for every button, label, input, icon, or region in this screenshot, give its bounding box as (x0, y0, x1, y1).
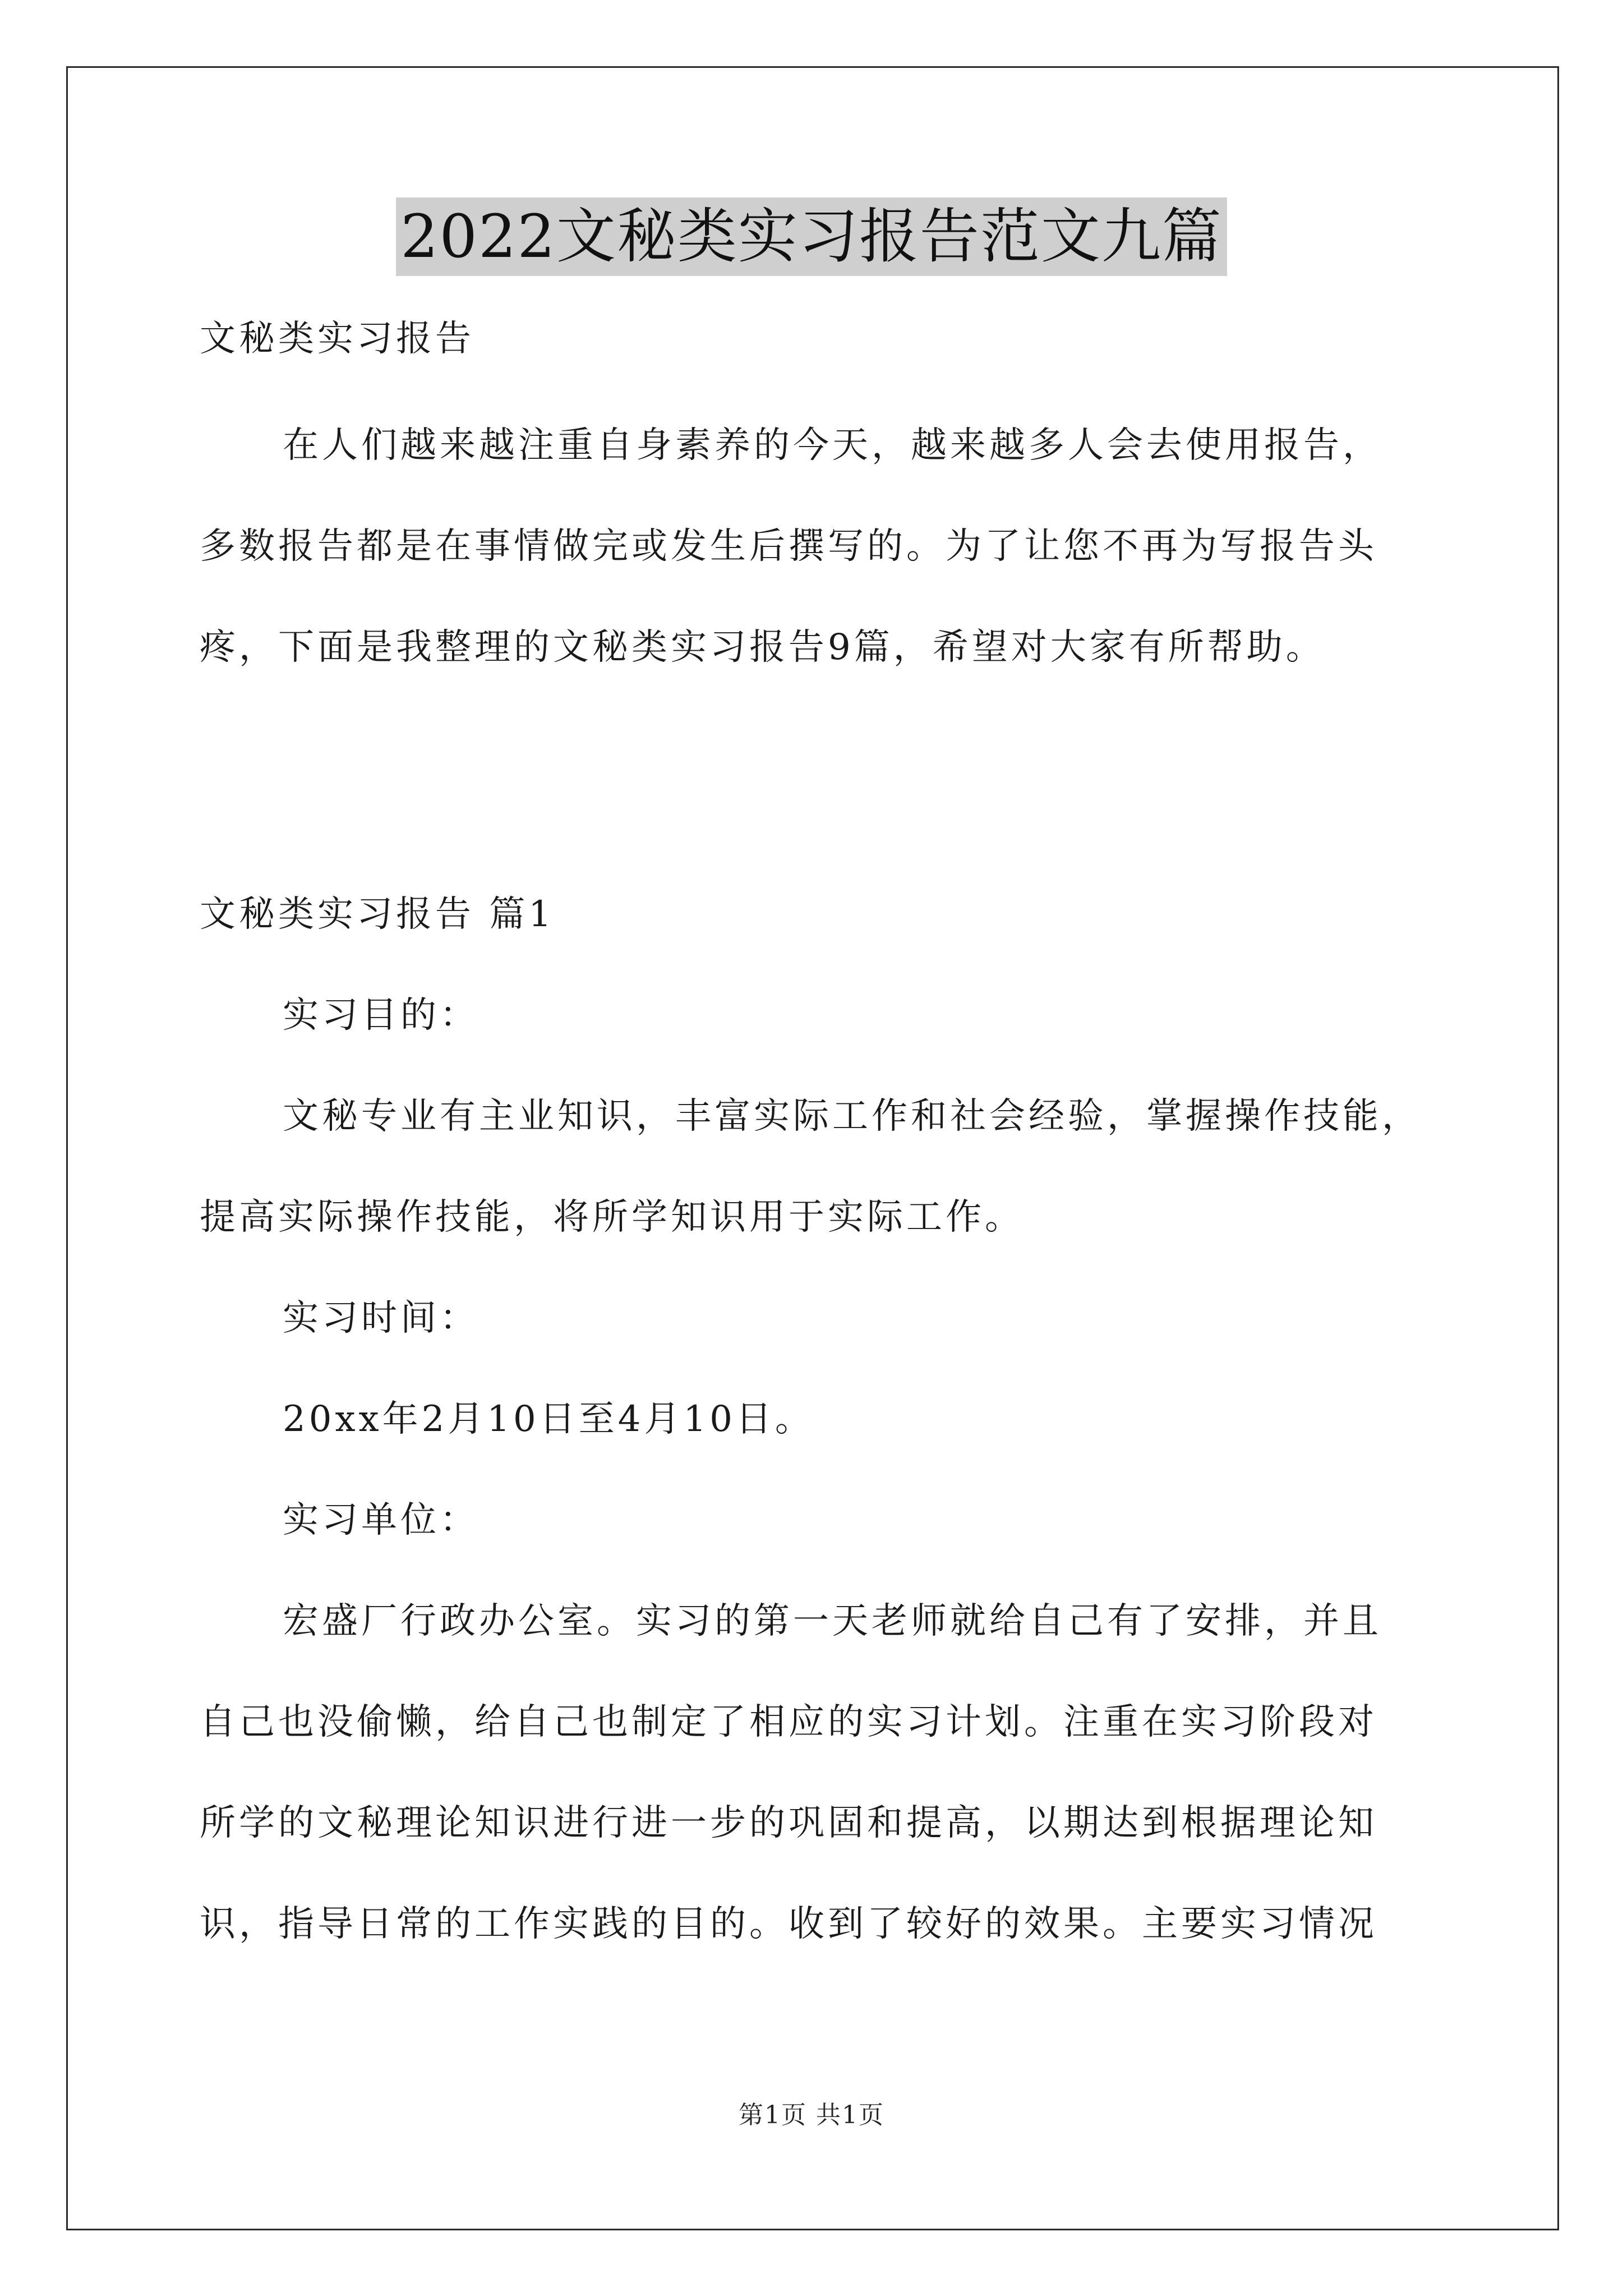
unit-paragraph-line: 自己也没偷懒，给自己也制定了相应的实习计划。注重在实习阶段对 (200, 1701, 1377, 1743)
title-container (0, 197, 1623, 276)
intro-heading: 文秘类实习报告 (200, 318, 474, 360)
unit-paragraph-line: 识，指导日常的工作实践的目的。收到了较好的效果。主要实习情况 (200, 1903, 1377, 1945)
time-label: 实习时间： (283, 1297, 479, 1339)
purpose-paragraph-line: 提高实际操作技能，将所学知识用于实际工作。 (200, 1197, 1024, 1238)
unit-paragraph-line: 宏盛厂行政办公室。实习的第一天老师就给自己有了安排，并且 (283, 1600, 1382, 1642)
document-title: 2022文秘类实习报告范文九篇 (396, 197, 1227, 276)
intro-paragraph-line: 疼，下面是我整理的文秘类实习报告9篇，希望对大家有所帮助。 (200, 627, 1325, 668)
purpose-label: 实习目的： (283, 995, 479, 1036)
purpose-paragraph-line: 文秘专业有主业知识，丰富实际工作和社会经验，掌握操作技能， (283, 1096, 1421, 1137)
unit-label: 实习单位： (283, 1499, 479, 1541)
time-value: 20xx年2月10日至4月10日。 (283, 1398, 814, 1440)
intro-paragraph-line: 多数报告都是在事情做完或发生后撰写的。为了让您不再为写报告头 (200, 526, 1377, 567)
unit-paragraph-line: 所学的文秘理论知识进行进一步的巩固和提高，以期达到根据理论知 (200, 1802, 1377, 1844)
section-heading: 文秘类实习报告 篇1 (200, 894, 555, 935)
page-footer: 第1页 共1页 (739, 2101, 884, 2129)
intro-paragraph-line: 在人们越来越注重自身素养的今天，越来越多人会去使用报告， (283, 425, 1382, 466)
